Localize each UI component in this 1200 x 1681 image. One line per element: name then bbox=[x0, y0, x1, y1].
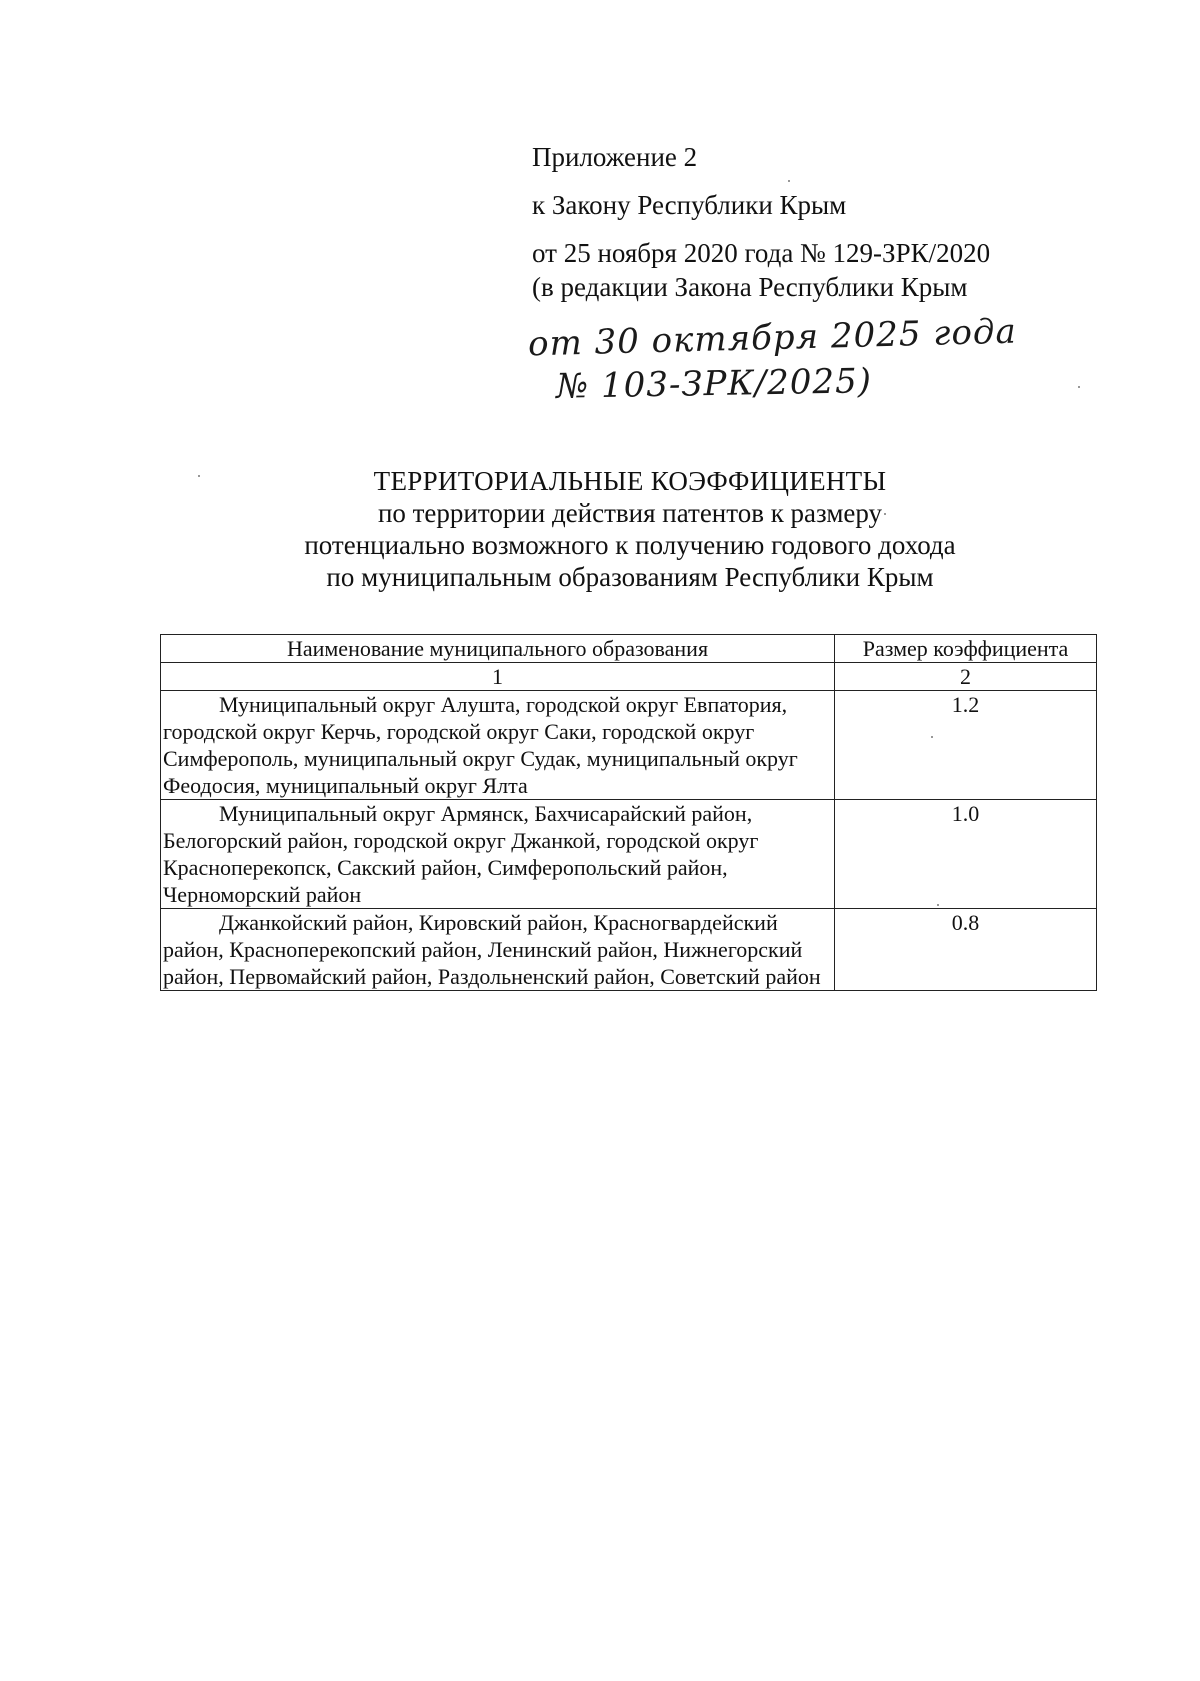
scan-speck bbox=[937, 904, 939, 906]
handwritten-date: от 30 октября 2025 года bbox=[527, 311, 1018, 365]
scan-speck bbox=[198, 475, 200, 477]
row-name: Муниципальный округ Армянск, Бахчисарайский район, Белогорский район, городской округ Джанкой, городской округ Красноперекопск, Сакский район, Симферопольский район, Черноморский район bbox=[161, 800, 835, 909]
title-subline-3: по муниципальным образованиям Республики Крым bbox=[326, 562, 934, 592]
scan-speck bbox=[931, 736, 933, 738]
header-value: Размер коэффициента bbox=[835, 635, 1097, 663]
scan-speck bbox=[884, 513, 886, 515]
appendix-header bbox=[532, 140, 1092, 304]
table-row bbox=[161, 691, 1097, 800]
row-name: Муниципальный округ Алушта, городской округ Евпатория, городской округ Керчь, городской округ Саки, городской округ Симферополь, муниципальный округ Судак, муниципальный округ Феодосия, муниципальный округ Ялта bbox=[161, 691, 835, 800]
coefficients-table bbox=[160, 634, 1097, 991]
header-name: Наименование муниципального образования bbox=[161, 635, 835, 663]
scan-speck bbox=[1078, 386, 1080, 388]
table-row bbox=[161, 800, 1097, 909]
column-numbers-row bbox=[161, 663, 1097, 691]
column-number-1: 1 bbox=[161, 663, 835, 691]
table-header-row bbox=[161, 635, 1097, 663]
row-name: Джанкойский район, Кировский район, Красногвардейский район, Красноперекопский район, Ленинский район, Нижнегорский район, Первомайский район, Раздольненский район, Советский район bbox=[161, 909, 835, 991]
scan-speck bbox=[788, 180, 790, 182]
appendix-number: Приложение 2 bbox=[532, 142, 698, 172]
table-row bbox=[161, 909, 1097, 991]
appendix-edition: (в редакции Закона Республики Крым bbox=[532, 272, 968, 302]
row-value: 1.2 bbox=[835, 691, 1097, 800]
document-title: ТЕРРИТОРИАЛЬНЫЕ КОЭФФИЦИЕНТЫ bbox=[373, 466, 887, 496]
title-block bbox=[160, 465, 1100, 593]
row-value: 0.8 bbox=[835, 909, 1097, 991]
title-subline-1: по территории действия патентов к размеру bbox=[377, 498, 883, 528]
title-subline-2: потенциально возможного к получению годового дохода bbox=[304, 530, 956, 560]
handwritten-number: № 103-ЗРК/2025) bbox=[555, 361, 873, 407]
column-number-2: 2 bbox=[835, 663, 1097, 691]
appendix-law: к Закону Республики Крым bbox=[532, 190, 847, 220]
row-value: 1.0 bbox=[835, 800, 1097, 909]
appendix-date: от 25 ноября 2020 года № 129-ЗРК/2020 bbox=[532, 238, 991, 268]
